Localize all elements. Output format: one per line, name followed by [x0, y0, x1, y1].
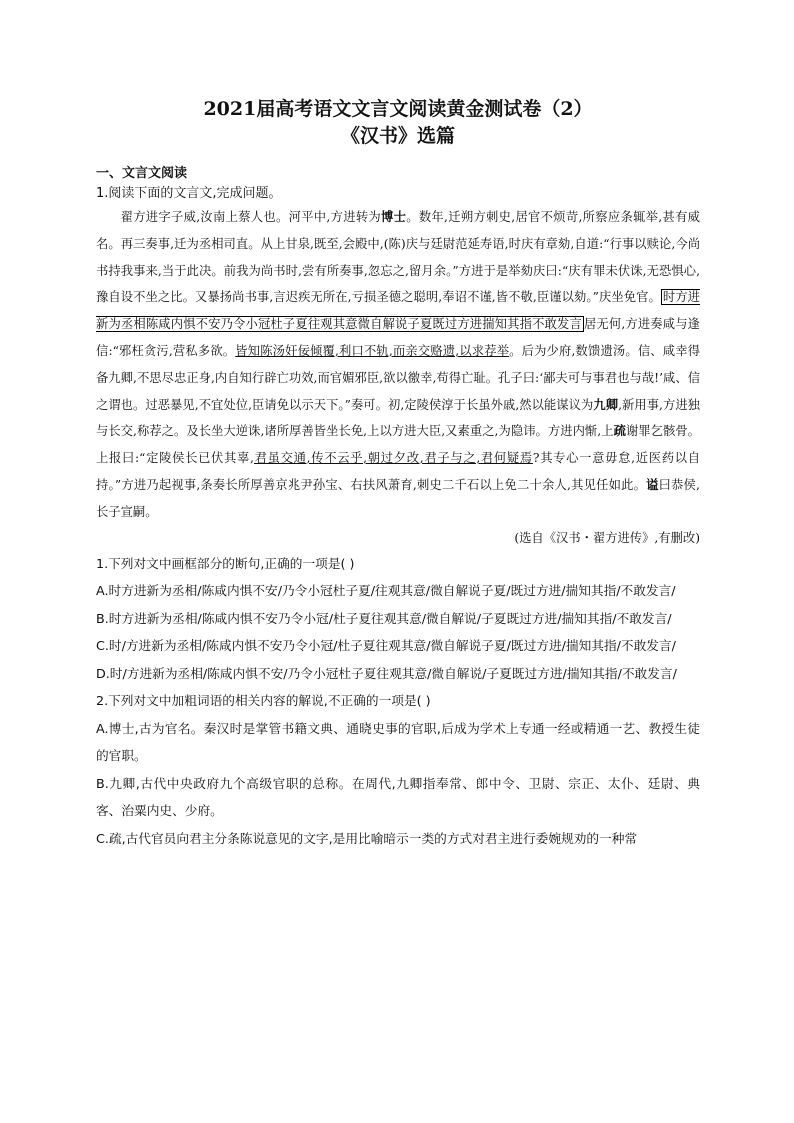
option-a: A.时方进新为丞相/陈咸内惧不安/乃令小冠杜子夏/往观其意/微自解说子夏/既过方进/揣知其指/不敢发言/: [96, 583, 676, 599]
passage-text: ,新用事,方进独与长交,称荐之。及长坐大逆诛,诸所厚善皆坐长免,上以方进大臣,又素重之,为隐讳。方进内惭,上: [96, 397, 700, 439]
classical-passage: [96, 204, 700, 526]
passage-text: 曰恭侯,长子宣嗣。: [96, 477, 700, 519]
page-subtitle: 《汉书》选篇: [340, 125, 455, 147]
option-c: C.时/方进新为丞相/陈咸内惧不安乃令小冠/杜子夏往观其意/微自解说子夏/既过方进/揣知其指/不敢发言/: [96, 638, 676, 654]
option-b: B.时方进新为丞相/陈咸内惧不安乃令小冠/杜子夏往观其意/微自解说/子夏既过方进/揣知其指/不敢发言/: [96, 610, 672, 626]
question-1: [96, 550, 700, 688]
section-instruction: 1.阅读下面的文言文,完成问题。: [96, 186, 282, 201]
passage-source: (选自《汉书・翟方进传》,有删改): [514, 530, 700, 545]
question-stem: 2.下列对文中加粗词语的相关内容的解说,不正确的一项是( ): [96, 693, 431, 709]
option-a: A.博士,古为官名。秦汉时是掌管书籍文典、通晓史事的官职,后成为学术上专通一经或精通一艺、教授生徒的官职。: [96, 720, 700, 764]
page-title: 2021届高考语文文言文阅读黄金测试卷（2）: [203, 98, 593, 120]
option-b: B.九卿,古代中央政府九个高级官职的总称。在周代,九卿指奉常、郎中令、卫尉、宗正、太仆、廷尉、典客、治粟内史、少府。: [96, 775, 700, 819]
bold-term-boshi: 博士: [381, 209, 407, 224]
passage-text: 翟方进字子威,汝南上蔡人也。河平中,方进转为: [120, 210, 382, 224]
question-2: [96, 687, 700, 852]
exam-page: [96, 96, 700, 852]
passage-text: ?其专心一意毋怠,近医药以自持。”方进乃起视事,条奏长所厚善京兆尹孙宝、右扶风萧育,刺史二千石以上免二十余人,其见任如此。: [96, 451, 701, 492]
passage-text: 。后为少府,数馈遗汤。信、咸幸得备九卿,不思尽忠正身,内自知行辟亡功效,而官媚邪臣,欲以徼幸,苟得亡耻。孔子曰:‘鄙夫可与事君也与哉!’咸、信之谓也。过恶暴见,不宜处位,臣请免以示天下。”奏可。初,定陵侯淳于长虽外戚,然以能谋议为: [96, 343, 700, 412]
passage-text: 。数年,迁朔方刺史,居官不烦苛,所察应条辄举,甚有威名。再三奏事,迁为丞相司直。从上甘泉,既至,会殿中,(陈)庆与廷尉范延寿语,时庆有章劾,自道:“行事以赎论,今尚书持我事来,当于此决。前我为尚书时,尝有所奏事,忽忘之,留月余。”方进于是举劾庆曰:“庆有罪未伏诛,无恐惧心,豫自设不坐之比。又暴扬尚书事,言迟疾无所在,亏损圣德之聪明,奉诏不谨,皆不敬,臣谨以劾。”庆坐免官。: [96, 210, 700, 305]
bold-term-shu: 疏: [613, 423, 626, 439]
passage-text: 居无何,方进奏咸与逢信:“邪枉贪污,营私多欲。: [96, 317, 700, 358]
underlined-sentence-1: 皆知陈汤奸佞倾覆,利口不轨,而亲交赂遗,以求荐举: [235, 343, 510, 358]
passage-text: 谢罪乞骸骨。上报曰:“定陵侯长已伏其辜,: [96, 424, 700, 466]
boxed-sentence: 时方进新为丞相陈咸内惧不安乃令小冠杜子夏往观其意微自解说子夏既过方进揣知其指不敢发言: [96, 290, 700, 332]
bold-term-shi: 谥: [646, 476, 659, 492]
underlined-sentence-2: 君虽交通,传不云乎,朝过夕改,君子与之,君何疑焉: [253, 451, 533, 466]
option-d: D.时/方进新为丞相/陈咸内惧不安/乃令小冠杜子夏往观其意/微自解说/子夏既过方进/揣知其指/不敢发言/: [96, 665, 677, 681]
bold-term-jiuqing: 九卿: [593, 396, 619, 412]
section-heading: 一、文言文阅读: [96, 166, 188, 181]
option-c: C.疏,古代官员向君主分条陈说意见的文字,是用比喻暗示一类的方式对君主进行委婉规劝的一种常: [96, 830, 638, 846]
question-stem: 1.下列对文中画框部分的断句,正确的一项是( ): [96, 555, 355, 571]
